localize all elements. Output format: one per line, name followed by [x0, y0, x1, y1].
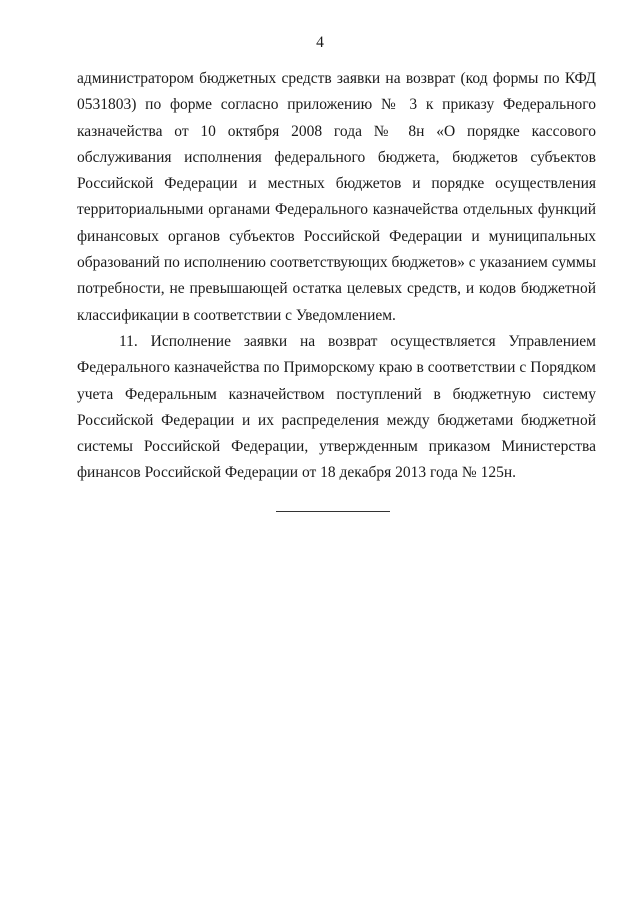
- page-number: 4: [316, 34, 324, 51]
- paragraph-continuation: администратором бюджетных средств заявки на возврат (код формы по КФД 0531803) по форме согласно приложению № 3 к приказу Федерального казначейства от 10 октября 2008 года № 8н «О порядке кассового обслуживания исполнения федерального бюджета, бюджетов субъектов Российской Федерации и местных бюджетов и порядке осуществления территориальными органами Федерального казначейства отдельных функций финансовых органов субъектов Российской Федерации и муниципальных образований по исполнению соответствующих бюджетов» с указанием суммы потребности, не превышающей остатка целевых средств, и кодов бюджетной классификации в соответствии с Уведомлением.: [77, 70, 596, 324]
- document-body: [77, 66, 596, 487]
- end-separator-line: [276, 511, 390, 512]
- paragraph-item-11: 11. Исполнение заявки на возврат осуществляется Управлением Федерального казначейства по Приморскому краю в соответствии с Порядком учета Федеральным казначейством поступлений в бюджетную систему Российской Федерации и их распределения между бюджетами бюджетной системы Российской Федерации, утвержденным приказом Министерства финансов Российской Федерации от 18 декабря 2013 года № 125н.: [77, 332, 596, 482]
